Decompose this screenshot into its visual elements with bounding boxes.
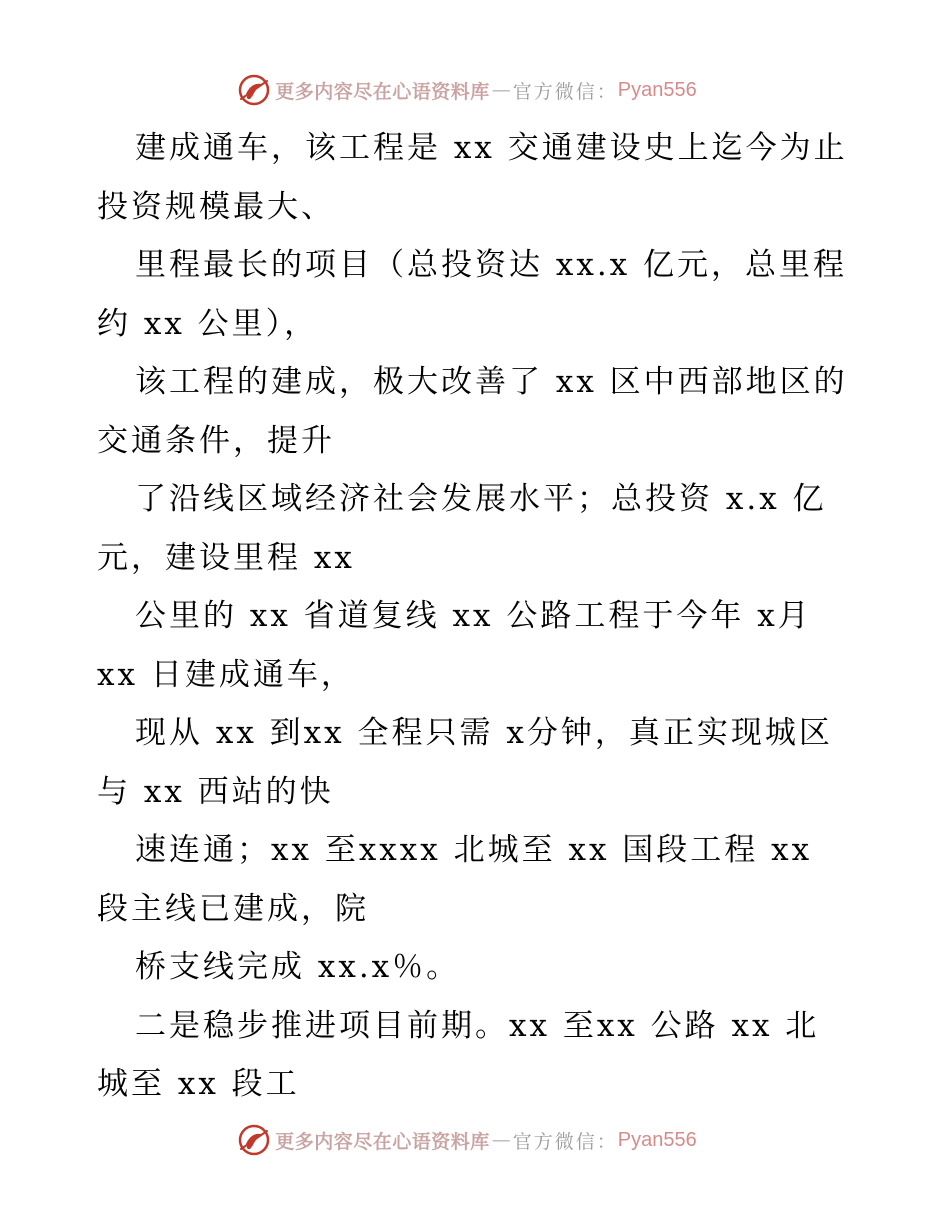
text-line: 速连通；xx 至xxxx 北城至 xx 国段工程 xx (135, 832, 813, 868)
text-line: 里程最长的项目（总投资达 xx.x 亿元，总里程 (135, 247, 848, 283)
footer-dash: — (491, 1129, 511, 1151)
document-body (97, 119, 857, 1114)
text-line: 二是稳步推进项目前期。xx 至xx 公路 xx 北 (135, 1007, 820, 1044)
text-line: 段主线已建成，院 (97, 890, 369, 927)
text-line: 与 xx 西站的快 (97, 773, 334, 810)
header-wechat-id: Pyan556 (617, 78, 697, 101)
text-line: 建成通车，该工程是 xx 交通建设史上迄今为止 (135, 130, 848, 166)
text-line: 约 xx 公里）， (97, 305, 319, 342)
header-watermark (0, 70, 950, 110)
text-line: 投资规模最大、 (97, 188, 335, 225)
text-line: 元，建设里程 xx (97, 539, 355, 576)
header-dash: — (491, 79, 511, 101)
text-line: 公里的 xx 省道复线 xx 公路工程于今年 x月 (135, 598, 812, 634)
footer-watermark (0, 1120, 950, 1160)
logo-icon (237, 1123, 271, 1157)
logo-icon (237, 73, 271, 107)
text-line: 城至 xx 段工 (97, 1066, 300, 1102)
footer-wechat-label: 官方微信： (512, 1130, 618, 1153)
header-title: 更多内容尽在心语资料库 (275, 80, 490, 103)
footer-title: 更多内容尽在心语资料库 (275, 1130, 490, 1153)
text-line: 了沿线区域经济社会发展水平；总投资 x.x 亿 (135, 481, 827, 517)
text-line: 现从 xx 到xx 全程只需 x分钟，真正实现城区 (135, 715, 833, 751)
text-line: 桥支线完成 xx.x％。 (135, 949, 461, 985)
header-wechat-label: 官方微信： (512, 80, 618, 103)
text-line: 该工程的建成，极大改善了 xx 区中西部地区的 (135, 364, 848, 400)
text-line: xx 日建成通车， (97, 656, 355, 693)
text-line: 交通条件，提升 (97, 422, 335, 459)
footer-wechat-id: Pyan556 (617, 1128, 697, 1151)
